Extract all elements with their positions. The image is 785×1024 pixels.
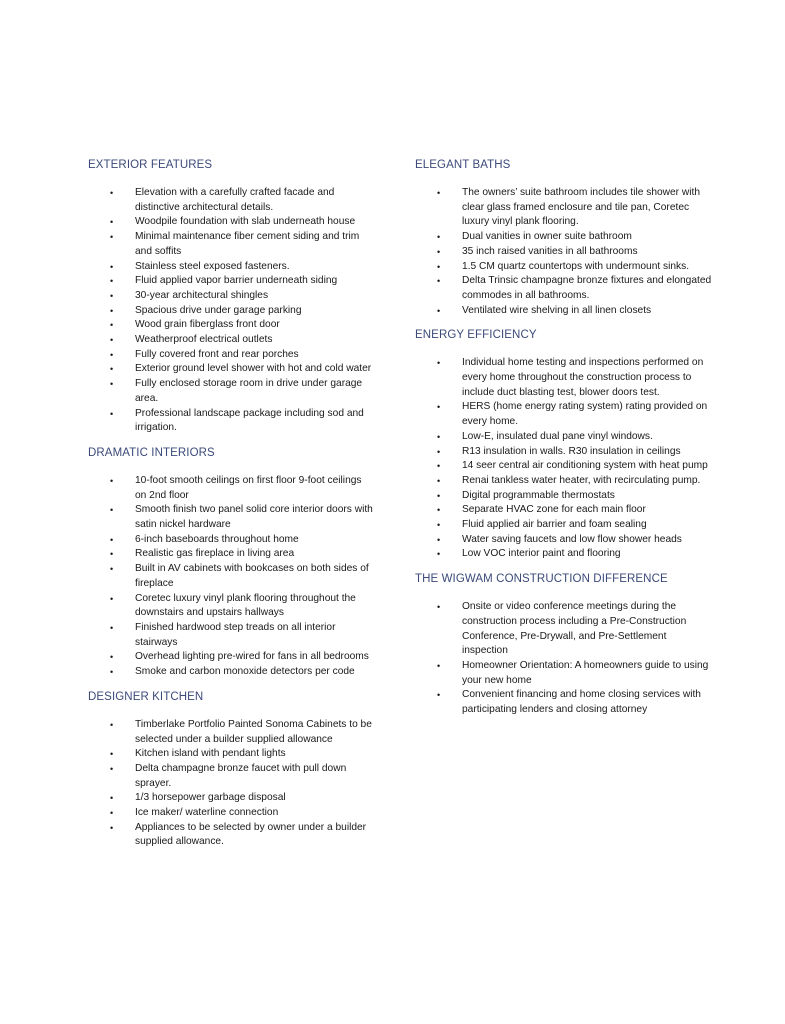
bullet-icon: • — [437, 505, 441, 516]
list-item-text: Onsite or video conference meetings during the construction process including a Pre-Construction Conference, Pre-Drywall, and Pre-Settlement inspection — [462, 601, 687, 657]
bullet-icon: • — [437, 602, 441, 613]
bullet-icon: • — [110, 335, 114, 346]
list-item-text: Ice maker/ waterline connection — [135, 807, 279, 819]
bullet-icon: • — [110, 652, 114, 663]
list-item-text: Low-E, insulated dual pane vinyl windows. — [462, 430, 653, 442]
bullet-icon: • — [437, 490, 441, 501]
list-item-text: Spacious drive under garage parking — [135, 304, 302, 316]
bullet-icon: • — [437, 188, 441, 198]
list-item — [88, 747, 375, 762]
list-item — [88, 215, 375, 230]
feature-list — [88, 186, 388, 436]
bullet-icon: • — [110, 379, 114, 390]
list-item — [88, 474, 375, 503]
bullet-icon: • — [110, 793, 114, 804]
list-item — [415, 600, 712, 659]
bullet-icon: • — [110, 320, 114, 331]
bullet-icon: • — [110, 763, 114, 774]
list-item-text: 1/3 horsepower garbage disposal — [135, 792, 286, 804]
bullet-icon: • — [110, 549, 114, 560]
list-item-text: Stainless steel exposed fasteners. — [135, 260, 290, 272]
list-item-text: Professional landscape package including sod and irrigation. — [135, 407, 364, 434]
list-item-text: Digital programmable thermostats — [462, 489, 615, 501]
bullet-icon: • — [437, 305, 441, 316]
list-item-text: 6-inch baseboards throughout home — [135, 533, 299, 545]
list-item — [415, 459, 712, 474]
right-column — [415, 158, 715, 728]
list-item-text: Ventilated wire shelving in all linen closets — [462, 304, 652, 316]
list-item — [88, 562, 375, 591]
list-item — [88, 362, 375, 377]
list-item-text: Convenient financing and home closing services with participating lenders and closing attorney — [462, 689, 701, 716]
list-item-text: Weatherproof electrical outlets — [135, 334, 273, 346]
bullet-icon: • — [110, 564, 114, 575]
list-item — [88, 821, 375, 850]
bullet-icon: • — [110, 475, 114, 486]
list-item — [88, 547, 375, 562]
list-item — [415, 400, 712, 429]
bullet-icon: • — [110, 261, 114, 272]
bullet-icon: • — [110, 349, 114, 360]
list-item — [415, 659, 712, 688]
bullet-icon: • — [437, 358, 441, 369]
bullet-icon: • — [437, 660, 441, 671]
list-item-text: Renai tankless water heater, with recirculating pump. — [462, 474, 701, 486]
list-item-text: Built in AV cabinets with bookcases on both sides of fireplace — [135, 563, 369, 589]
bullet-icon: • — [437, 534, 441, 545]
list-item — [415, 474, 712, 489]
list-item — [88, 260, 375, 275]
bullet-icon: • — [110, 822, 114, 833]
list-item — [415, 186, 712, 230]
list-item — [415, 430, 712, 445]
section-heading: THE WIGWAM CONSTRUCTION DIFFERENCE — [415, 573, 668, 586]
list-item-text: Dual vanities in owner suite bathroom — [462, 231, 632, 243]
list-item — [88, 230, 375, 259]
bullet-icon: • — [110, 408, 114, 419]
list-item-text: Delta Trinsic champagne bronze fixtures and elongated commodes in all bathrooms. — [462, 275, 712, 301]
list-item-text: Kitchen island with pendant lights — [135, 748, 286, 760]
list-item — [415, 503, 712, 518]
feature-list — [415, 186, 715, 318]
list-item-text: 30-year architectural shingles — [135, 289, 269, 301]
list-item-text: 10-foot smooth ceilings on first floor 9-foot ceilings on 2nd floor — [135, 474, 362, 501]
bullet-icon: • — [110, 364, 114, 375]
list-item-text: Overhead lighting pre-wired for fans in all bedrooms — [135, 651, 369, 663]
list-item-text: 1.5 CM quartz countertops with undermount sinks. — [462, 260, 690, 272]
list-item — [88, 665, 375, 680]
list-item-text: Wood grain fiberglass front door — [135, 319, 280, 331]
list-item-text: Realistic gas fireplace in living area — [135, 548, 295, 560]
list-item — [88, 333, 375, 348]
list-item — [415, 245, 712, 260]
list-item-text: Minimal maintenance fiber cement siding and trim and soffits — [135, 231, 360, 257]
list-item-text: Individual home testing and inspections performed on every home throughout the construction process to include duct blasting test, blower doors test. — [462, 357, 704, 398]
bullet-icon: • — [437, 431, 441, 442]
list-item — [415, 489, 712, 504]
list-item — [415, 304, 712, 319]
list-item-text: Woodpile foundation with slab underneath house — [135, 216, 356, 228]
list-item-text: Smoke and carbon monoxide detectors per code — [135, 666, 355, 678]
list-item — [88, 274, 375, 289]
bullet-icon: • — [110, 719, 114, 730]
list-item-text: 14 seer central air conditioning system with heat pump — [462, 460, 708, 472]
list-item-text: Coretec luxury vinyl plank flooring throughout the downstairs and upstairs hallways — [135, 592, 356, 619]
bullet-icon: • — [110, 808, 114, 819]
list-item — [88, 791, 375, 806]
list-item — [88, 304, 375, 319]
feature-list — [88, 474, 388, 680]
list-item — [88, 407, 375, 436]
list-item — [415, 274, 712, 303]
list-item — [415, 547, 712, 562]
feature-list — [415, 356, 715, 562]
list-item — [415, 445, 712, 460]
list-item-text: HERS (home energy rating system) rating provided on every home. — [462, 401, 708, 428]
bullet-icon: • — [437, 475, 441, 486]
section-heading: ENERGY EFFICIENCY — [415, 329, 537, 342]
bullet-icon: • — [437, 402, 441, 413]
list-item-text: Finished hardwood step treads on all interior stairways — [135, 621, 336, 648]
bullet-icon: • — [437, 690, 441, 701]
section-dramatic-interiors — [88, 446, 388, 680]
list-item — [415, 260, 712, 275]
list-item — [88, 762, 375, 791]
list-item — [415, 518, 712, 533]
bullet-icon: • — [110, 534, 114, 545]
section-heading: DESIGNER KITCHEN — [88, 690, 204, 703]
bullet-icon: • — [437, 261, 441, 272]
list-item-text: Water saving faucets and low flow shower heads — [462, 533, 682, 545]
bullet-icon: • — [110, 188, 114, 198]
feature-list — [415, 600, 715, 718]
list-item-text: Low VOC interior paint and flooring — [462, 548, 621, 560]
bullet-icon: • — [437, 276, 441, 287]
list-item — [88, 318, 375, 333]
bullet-icon: • — [437, 549, 441, 560]
list-item — [88, 289, 375, 304]
section-designer-kitchen — [88, 690, 388, 850]
list-item — [415, 688, 712, 717]
feature-list — [88, 718, 388, 850]
bullet-icon: • — [110, 217, 114, 228]
list-item — [88, 718, 375, 747]
list-item-text: Fully covered front and rear porches — [135, 348, 299, 360]
list-item-text: Smooth finish two panel solid core interior doors with satin nickel hardware — [135, 504, 373, 531]
bullet-icon: • — [110, 232, 114, 243]
section-the-wigwam-construction-difference — [415, 572, 715, 718]
list-item — [415, 230, 712, 245]
list-item-text: Fluid applied air barrier and foam sealing — [462, 519, 647, 531]
section-heading: EXTERIOR FEATURES — [88, 159, 213, 171]
list-item — [88, 650, 375, 665]
list-item-text: Delta champagne bronze faucet with pull down sprayer. — [135, 762, 347, 789]
list-item — [88, 621, 375, 650]
bullet-icon: • — [110, 667, 114, 678]
bullet-icon: • — [437, 232, 441, 243]
bullet-icon: • — [437, 461, 441, 472]
list-item-text: Fluid applied vapor barrier underneath siding — [135, 275, 338, 287]
list-item-text: Elevation with a carefully crafted facade and distinctive architectural details. — [135, 187, 335, 213]
bullet-icon: • — [110, 290, 114, 301]
list-item-text: Fully enclosed storage room in drive under garage area. — [135, 378, 363, 404]
list-item-text: R13 insulation in walls. R30 insulation in ceilings — [462, 445, 681, 457]
left-column — [88, 158, 388, 860]
bullet-icon: • — [437, 520, 441, 531]
list-item — [415, 533, 712, 548]
section-elegant-baths — [415, 158, 715, 318]
list-item-text: Separate HVAC zone for each main floor — [462, 504, 646, 516]
section-exterior-features — [88, 158, 388, 436]
list-item-text: Timberlake Portfolio Painted Sonoma Cabinets to be selected under a builder supplied allowance — [135, 718, 372, 745]
section-heading: DRAMATIC INTERIORS — [88, 446, 215, 459]
list-item — [88, 377, 375, 406]
bullet-icon: • — [110, 593, 114, 604]
list-item — [88, 533, 375, 548]
list-item — [88, 186, 375, 215]
bullet-icon: • — [437, 446, 441, 457]
bullet-icon: • — [110, 276, 114, 287]
bullet-icon: • — [110, 749, 114, 760]
bullet-icon: • — [110, 505, 114, 516]
list-item-text: Appliances to be selected by owner under a builder supplied allowance. — [135, 821, 367, 848]
list-item — [88, 348, 375, 363]
list-item — [88, 503, 375, 532]
list-item — [88, 592, 375, 621]
section-energy-efficiency — [415, 328, 715, 562]
list-item-text: Exterior ground level shower with hot and cold water — [135, 363, 372, 375]
list-item — [415, 356, 712, 400]
list-item — [88, 806, 375, 821]
list-item-text: Homeowner Orientation: A homeowners guide to using your new home — [462, 659, 709, 686]
bullet-icon: • — [110, 622, 114, 633]
bullet-icon: • — [437, 246, 441, 257]
bullet-icon: • — [110, 305, 114, 316]
list-item-text: The owners’ suite bathroom includes tile shower with clear glass framed enclosure and tile pan, Coretec luxury vinyl plank flooring. — [462, 187, 701, 228]
section-heading: ELEGANT BATHS — [415, 159, 511, 171]
list-item-text: 35 inch raised vanities in all bathrooms — [462, 245, 638, 257]
